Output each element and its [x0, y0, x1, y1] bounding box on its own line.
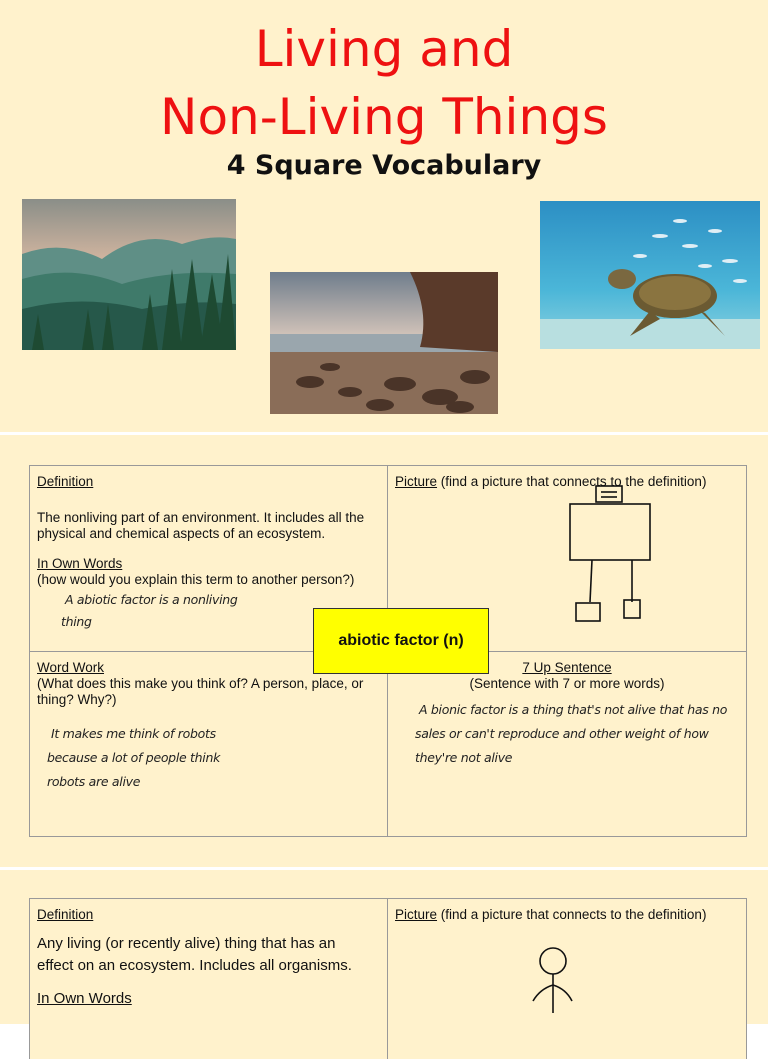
seven-up-answer-line2: sales or can't reproduce and other weight of how: [415, 726, 709, 741]
own-words-header-2: In Own Words: [37, 990, 132, 1007]
seven-up-prompt: (Sentence with 7 or more words): [469, 676, 665, 691]
word-work-header: Word Work: [37, 660, 105, 675]
word-work-answer-line1: It makes me think of robots: [51, 726, 216, 741]
word-work-cell: [30, 652, 387, 836]
word-work-answer-line2: because a lot of people think: [47, 750, 221, 765]
own-words-header: In Own Words: [37, 556, 123, 571]
four-square-table-2: [29, 898, 747, 1059]
robot-drawing: [568, 484, 663, 629]
word-work-prompt: (What does this make you think of? A person, place, or thing? Why?): [37, 676, 364, 707]
word-work-answer-line3: robots are alive: [47, 774, 141, 789]
definition-cell-2: [30, 899, 387, 1059]
beach-photo: [270, 272, 498, 414]
own-words-answer-line1: A abiotic factor is a nonliving: [65, 592, 238, 607]
seven-up-answer-line1: A bionic factor is a thing that's not alive that has no: [419, 702, 728, 717]
picture-header-2: Picture: [395, 907, 438, 922]
forest-photo: [22, 199, 236, 350]
picture-prompt: (find a picture that connects to the definition): [437, 474, 707, 489]
sea-turtle-photo: [540, 201, 760, 349]
definition-header: Definition: [37, 474, 94, 489]
seven-up-header: 7 Up Sentence: [522, 660, 612, 675]
title-slide: [0, 0, 768, 432]
picture-header: Picture: [395, 474, 438, 489]
title-line-1: Living and: [254, 20, 514, 78]
vocabulary-card-slide: [0, 435, 768, 867]
vocabulary-term-box: abiotic factor (n): [313, 608, 489, 674]
vocabulary-card-slide-2: [0, 870, 768, 1024]
picture-prompt-2: (find a picture that connects to the definition): [437, 907, 707, 922]
definition-text: The nonliving part of an environment. It includes all the physical and chemical aspects of an ecosystem.: [37, 510, 365, 541]
stick-figure-drawing: [528, 943, 578, 1063]
picture-cell-2: [388, 899, 746, 1059]
own-words-prompt: (how would you explain this term to another person?): [37, 572, 355, 587]
own-words-answer-line2: thing: [61, 614, 92, 629]
seven-up-cell: [388, 652, 746, 836]
title-line-2: Non-Living Things: [160, 88, 608, 146]
page-subtitle: 4 Square Vocabulary: [226, 150, 542, 181]
definition-header-2: Definition: [37, 907, 94, 922]
seven-up-answer-line3: they're not alive: [415, 750, 513, 765]
definition-text-2: Any living (or recently alive) thing that has an effect on an ecosystem. Includes all organisms.: [37, 935, 352, 974]
